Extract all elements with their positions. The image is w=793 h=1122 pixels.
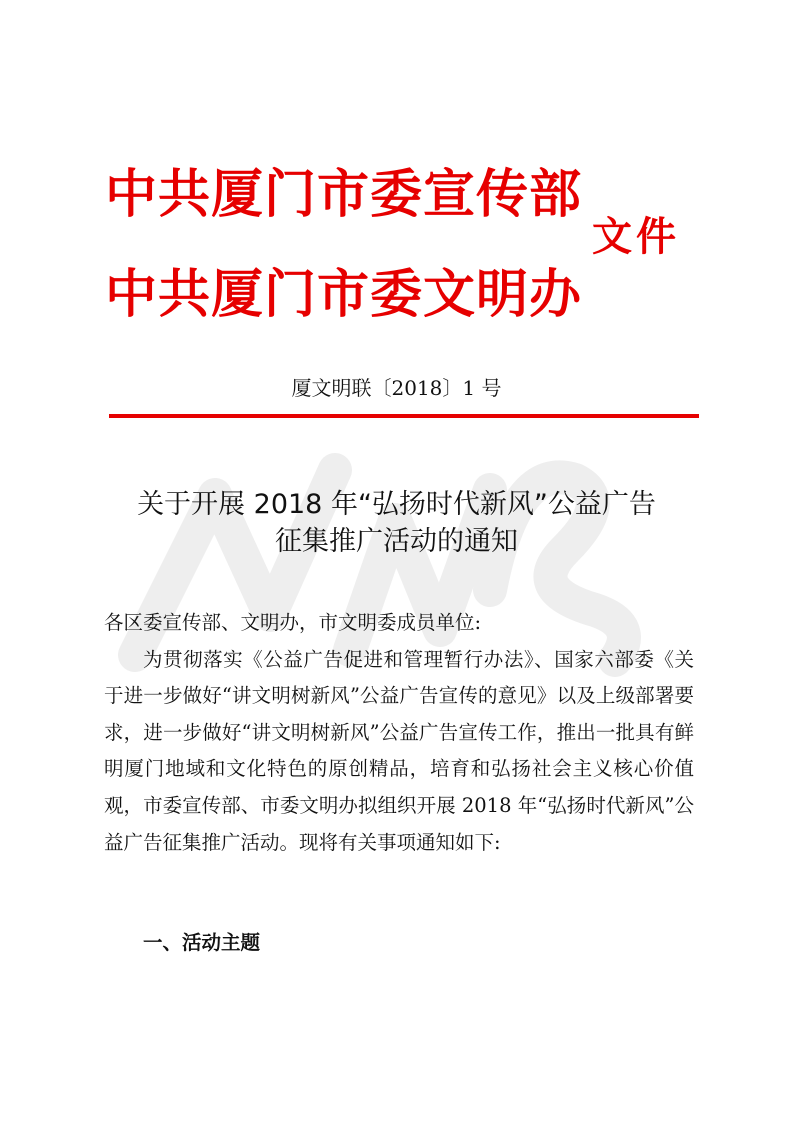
file-mark-text: 文件 [592,214,680,260]
title-line-2: 征集推广活动的通知 [275,526,518,557]
paragraph: 为贯彻落实《公益广告促进和管理暂行办法》、国家六部委《关于进一步做好“讲文明树新风”公益广告宣传的意见》以及上级部署要求，进一步做好“讲文明树新风”公益广告宣传工作，推出一批具有鲜明厦门地域和文化特色的原创精品，培育和弘扬社会主义核心价值观，市委宣传部、市委文明办拟组织开展 2018 年“弘扬时代新风”公益广告征集推广活动。现将有关事项通知如下: [104,647,694,854]
document-number: 厦文明联〔2018〕1 号 [291,376,502,400]
issuing-org-1: 中共厦门市委宣传部 [105,165,583,225]
notice-title [100,486,693,560]
section-heading: 一、活动主题 [143,931,261,954]
title-line-1: 关于开展 2018 年“弘扬时代新风”公益广告 [137,489,656,520]
salutation: 各区委宣传部、文明办，市文明委成员单位: [104,611,482,634]
file-mark [592,212,682,260]
red-divider [109,414,699,418]
notice-body [104,605,694,861]
issuing-org-2: 中共厦门市委文明办 [105,265,583,325]
